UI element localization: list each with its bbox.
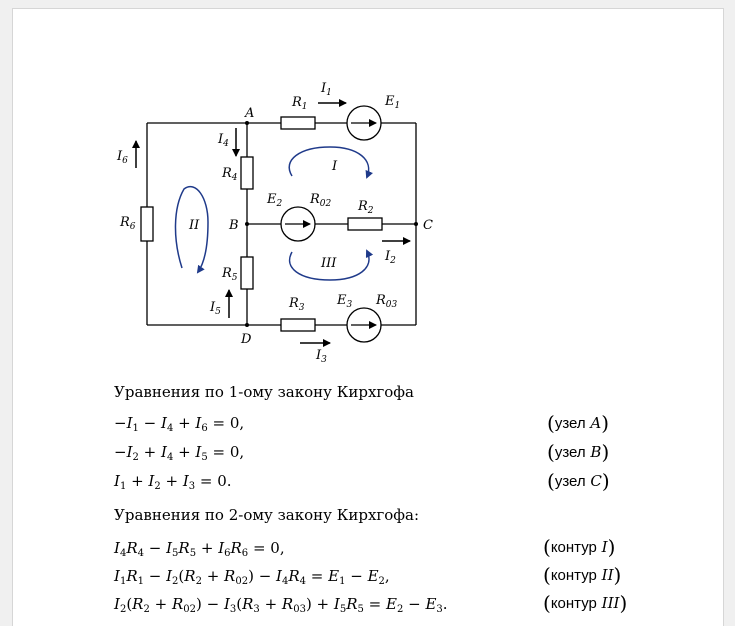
resistor-r2 [348,218,382,230]
label-i4: $I_4$ [218,132,229,149]
resistor-r1 [281,117,315,129]
label-r3: $R_3$ [289,296,305,313]
kvl-equation-3: $I_2(R_2 + R_{02}) - I_3(R_3 + R_{03}) + I_5R_5 = E_2 - E_3$. [114,595,448,615]
kvl-note-1: (контур I) [543,535,616,559]
label-r2: $R_2$ [358,199,374,216]
label-node-d: D [241,332,252,347]
label-loop-iii: III [321,256,337,271]
kcl-equation-c: $I_1 + I_2 + I_3 = 0$. [114,472,232,492]
node-b-dot [245,222,249,226]
label-r03: $R_{03}$ [376,293,398,310]
label-e2: $E_2$ [267,192,283,209]
kvl-equation-1: $I_4R_4 - I_5R_5 + I_6R_6 = 0$, [114,539,285,559]
kvl-note-2: (контур II) [543,563,622,587]
label-r1: $R_1$ [292,95,308,112]
label-node-b: B [229,218,239,233]
kvl-note-3: (контур III) [543,591,628,615]
label-r02: $R_{02}$ [310,192,332,209]
label-e3: $E_3$ [337,293,353,310]
resistor-r4 [241,157,253,189]
label-r6: $R_6$ [120,215,136,232]
label-loop-ii: II [189,218,200,233]
loop-i-arrow [289,147,368,177]
label-i5: $I_5$ [210,300,221,317]
section1-heading: Уравнения по 1-ому закону Кирхгофа [114,383,414,401]
label-i1: $I_1$ [321,81,332,98]
node-a-dot [245,121,249,125]
label-r5: $R_5$ [222,266,238,283]
label-i2: $I_2$ [385,249,396,266]
label-i6: $I_6$ [117,149,128,166]
kcl-note-b: (узел B) [547,440,610,464]
node-c-dot [414,222,418,226]
kcl-note-a: (узел A) [547,411,610,435]
kcl-equation-a: $-I_1 - I_4 + I_6 = 0$, [114,414,245,434]
node-d-dot [245,323,249,327]
section2-heading: Уравнения по 2-ому закону Кирхгофа: [114,506,420,524]
kcl-equation-b: $-I_2 + I_4 + I_5 = 0$, [114,443,245,463]
resistor-r6 [141,207,153,241]
loop-arrows [175,147,369,280]
label-i3: $I_3$ [316,348,327,365]
label-node-c: C [423,218,433,233]
label-r4: $R_4$ [222,166,238,183]
label-node-a: A [245,106,255,121]
resistor-r5 [241,257,253,289]
kcl-note-c: (узел C) [547,469,610,493]
resistor-r3 [281,319,315,331]
kvl-equation-2: $I_1R_1 - I_2(R_2 + R_{02}) - I_4R_4 = E_1 - E_2$, [114,567,390,587]
label-e1: $E_1$ [385,94,401,111]
label-loop-i: I [332,159,338,174]
